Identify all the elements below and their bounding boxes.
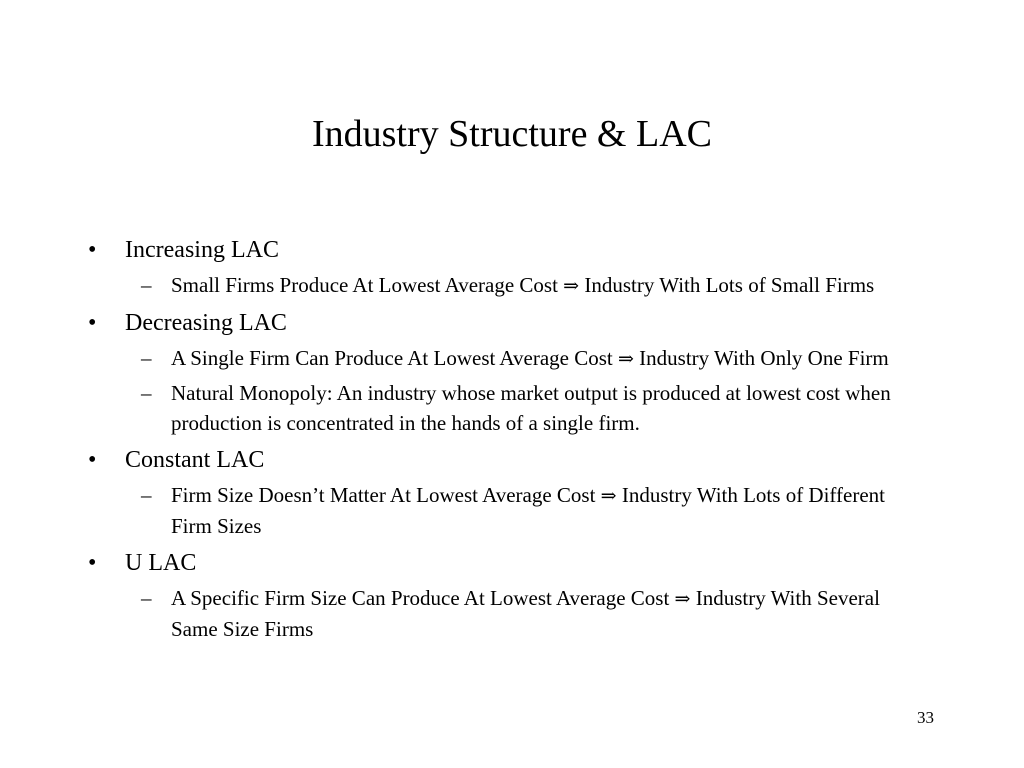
sub-bullet — [141, 583, 931, 644]
sub-bullet-text: Industry With Lots of Different Firm Sizes — [171, 483, 886, 538]
dash-icon: – — [141, 346, 152, 370]
bullet-icon: • — [88, 447, 97, 473]
bullet-label: Constant LAC — [125, 447, 265, 473]
sub-bullet — [141, 343, 931, 374]
sub-bullet-text: A Specific Firm Size Can Produce At Lowest Average Cost — [171, 586, 670, 610]
sub-bullet-text: Industry With Lots of Small Firms — [584, 273, 875, 297]
sub-bullet — [141, 480, 931, 541]
sub-bullet-text: Industry With Only One Firm — [639, 346, 889, 370]
dash-icon: – — [141, 381, 152, 405]
bullet-icon: • — [88, 550, 97, 576]
sub-bullet — [141, 378, 931, 438]
sub-bullet-text: A Single Firm Can Produce At Lowest Average Cost — [171, 346, 613, 370]
implies-arrow-icon: ⇒ — [618, 348, 634, 370]
implies-arrow-icon: ⇒ — [674, 588, 691, 610]
page-number: 33 — [917, 708, 934, 727]
dash-icon: – — [141, 273, 152, 297]
sub-bullet-text: Small Firms Produce At Lowest Average Cost — [171, 273, 558, 297]
implies-arrow-icon: ⇒ — [600, 485, 617, 507]
bullet-icon: • — [88, 310, 97, 336]
bullet-increasing-lac — [88, 234, 925, 266]
dash-icon: – — [141, 483, 152, 507]
bullet-label: Increasing LAC — [125, 237, 279, 263]
dash-icon: – — [141, 586, 152, 610]
bullet-u-lac — [88, 547, 925, 579]
slide-title: Industry Structure & LAC — [311, 113, 712, 155]
bullet-label: Decreasing LAC — [125, 310, 287, 336]
sub-bullet-text: Firm Size Doesn’t Matter At Lowest Average Cost — [171, 483, 596, 507]
bullet-label: U LAC — [125, 550, 197, 576]
bullet-decreasing-lac — [88, 307, 925, 339]
sub-bullet-text: Natural Monopoly: An industry whose market output is produced at lowest cost when production is concentrated in the hands of a single firm. — [171, 381, 891, 435]
implies-arrow-icon: ⇒ — [563, 275, 580, 297]
bullet-icon: • — [88, 237, 97, 263]
sub-bullet-text: Industry With Several Same Size Firms — [171, 586, 880, 641]
bullet-constant-lac — [88, 444, 925, 476]
sub-bullet — [141, 270, 931, 301]
slide-content — [0, 228, 1024, 644]
